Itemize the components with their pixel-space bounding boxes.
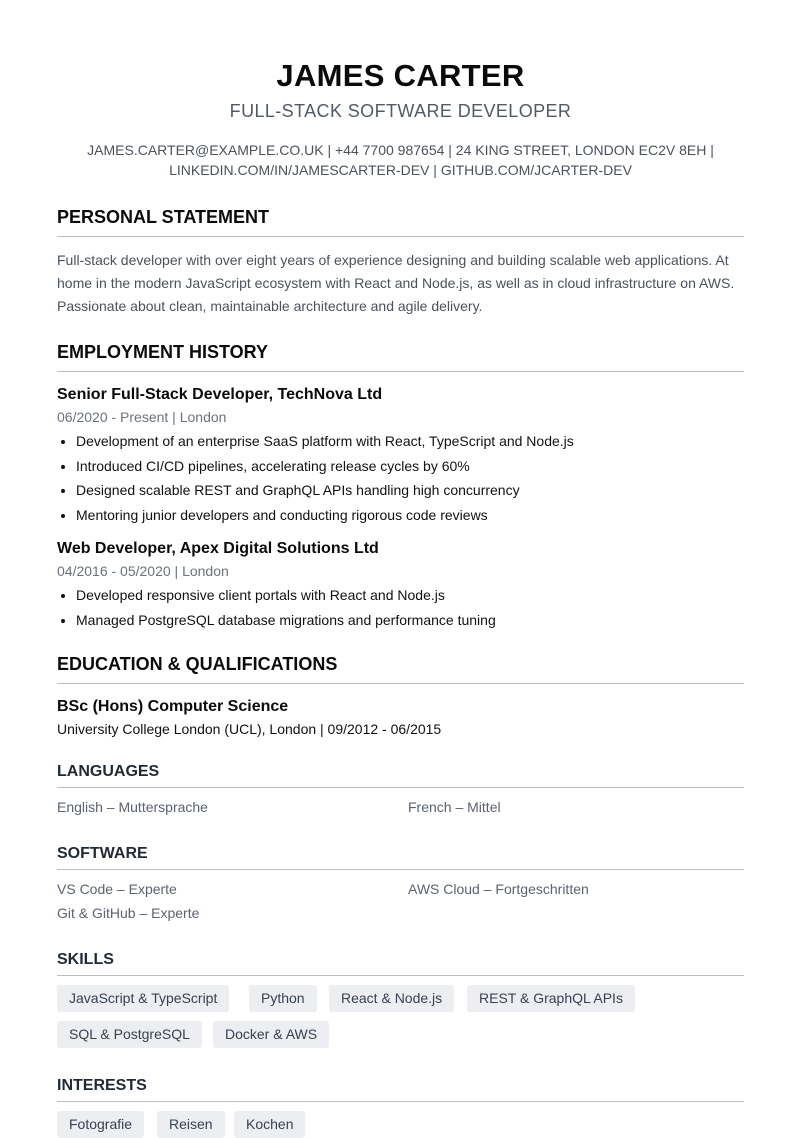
contact-info [57,140,744,180]
skill-tag: JavaScript & TypeScript [57,985,229,1012]
personal-statement-heading: PERSONAL STATEMENT [57,207,744,237]
job-bullets [57,431,744,529]
interest-tag: Reisen [157,1111,225,1138]
job-bullets [57,585,744,634]
skill-tag: Docker & AWS [213,1021,329,1048]
education-heading: EDUCATION & QUALIFICATIONS [57,654,744,684]
contact-line-1: JAMES.CARTER@EXAMPLE.CO.UK | +44 7700 987654 | 24 KING STREET, LONDON EC2V 8EH | [87,142,714,158]
education-institution: University College London (UCL), London | 09/2012 - 06/2015 [57,721,442,737]
skill-tag: Python [249,985,317,1012]
job-bullet: • Mentoring junior developers and conducting rigorous code reviews [76,505,744,530]
job-meta: 04/2016 - 05/2020 | London [57,563,229,579]
job-meta: 06/2020 - Present | London [57,409,227,425]
software-heading: SOFTWARE [57,845,744,870]
job-bullet: • Developed responsive client portals with React and Node.js [76,585,744,610]
job-bullet: • Managed PostgreSQL database migrations and performance tuning [76,610,744,635]
skill-tag: React & Node.js [329,985,454,1012]
software-item: Git & GitHub – Experte [57,905,200,921]
job-bullet: • Introduced CI/CD pipelines, accelerating release cycles by 60% [76,456,744,481]
employment-history-heading: EMPLOYMENT HISTORY [57,342,744,372]
contact-line-2: LINKEDIN.COM/IN/JAMESCARTER-DEV | GITHUB.COM/JCARTER-DEV [169,162,632,178]
education-degree: BSc (Hons) Computer Science [57,698,289,715]
skill-tag: REST & GraphQL APIs [467,985,635,1012]
personal-statement-text: Full-stack developer with over eight years of experience designing and building scalable web applications. At home in the modern JavaScript ecosystem with React and Node.js, as well as in cloud infrastructure on AWS. Passionate about clean, maintainable architecture and agile delivery. [57,252,735,314]
skill-tag: SQL & PostgreSQL [57,1021,202,1048]
job-title: Web Developer, Apex Digital Solutions Ltd [57,540,379,557]
skills-heading: SKILLS [57,951,744,976]
job-bullet: • Designed scalable REST and GraphQL APIs handling high concurrency [76,480,744,505]
software-item: VS Code – Experte [57,881,177,897]
languages-heading: LANGUAGES [57,763,744,788]
interest-tag: Fotografie [57,1111,144,1138]
candidate-name: JAMES CARTER [276,58,525,93]
interests-heading: INTERESTS [57,1077,744,1102]
software-item: AWS Cloud – Fortgeschritten [408,881,589,897]
job-title: Senior Full-Stack Developer, TechNova Ltd [57,386,383,403]
candidate-title: FULL-STACK SOFTWARE DEVELOPER [229,101,572,121]
job-bullet: • Development of an enterprise SaaS platform with React, TypeScript and Node.js [76,431,744,456]
interest-tag: Kochen [234,1111,305,1138]
language-item: English – Muttersprache [57,799,208,815]
language-item: French – Mittel [408,799,501,815]
